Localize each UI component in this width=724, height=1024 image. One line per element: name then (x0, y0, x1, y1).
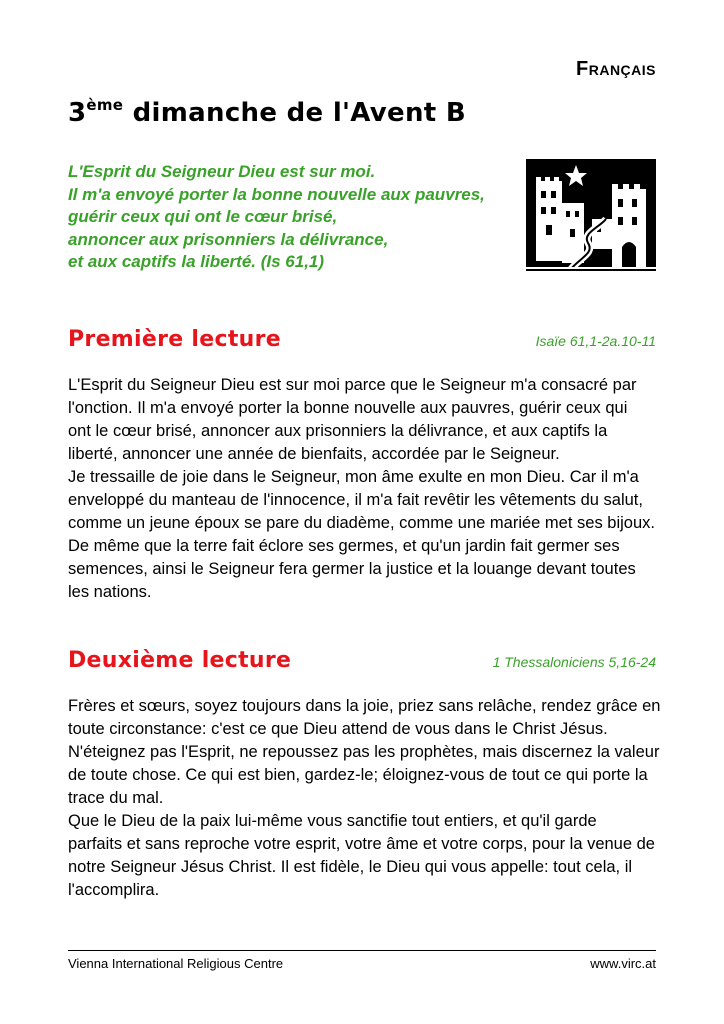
first-reading-reference: Isaïe 61,1-2a.10-11 (535, 333, 656, 349)
first-reading-header (68, 327, 656, 357)
quote-line: L'Esprit du Seigneur Dieu est sur moi. (68, 162, 376, 181)
footer-website-link[interactable]: www.virc.at (590, 956, 656, 971)
text-line: parfaits et sans reproche votre esprit, votre âme et votre corps, pour la venue de (68, 835, 655, 853)
city-night-star-icon (526, 159, 656, 277)
quote-line: et aux captifs la liberté. (Is 61,1) (68, 252, 325, 271)
text-line: Frères et sœurs, soyez toujours dans la joie, priez sans relâche, rendez grâce en (68, 697, 661, 715)
second-reading-title: Deuxième lecture (68, 648, 292, 673)
text-line: liberté, annoncer une année de bienfaits, accordée par le Seigneur. (68, 445, 560, 463)
quote-line: Il m'a envoyé porter la bonne nouvelle aux pauvres, (68, 184, 485, 204)
text-line: L'Esprit du Seigneur Dieu est sur moi parce que le Seigneur m'a consacré par (68, 376, 637, 394)
text-line: toute circonstance: c'est ce que Dieu attend de vous dans le Christ Jésus. (68, 720, 608, 738)
first-reading-text (68, 374, 660, 604)
language-label: Français (576, 58, 656, 80)
first-reading-title: Première lecture (68, 327, 281, 352)
text-line: Je tressaille de joie dans le Seigneur, mon âme exulte en mon Dieu. Car il m'a (68, 468, 639, 486)
text-line: l'onction. Il m'a envoyé porter la bonne nouvelle aux pauvres, guérir ceux qui (68, 399, 628, 417)
quote-line: annoncer aux prisonniers la délivrance, (68, 229, 389, 249)
text-line: de toute chose. Ce qui est bien, gardez-le; éloignez-vous de tout ce qui porte la (68, 766, 648, 784)
title-number: 3 (68, 98, 87, 128)
second-reading-text (68, 695, 660, 902)
title-ordinal-suffix: ème (86, 96, 124, 114)
text-line: N'éteignez pas l'Esprit, ne repoussez pas les prophètes, mais discernez la valeur (68, 743, 660, 761)
footer-organization: Vienna International Religious Centre (68, 956, 284, 971)
epigraph-quote (68, 161, 508, 274)
text-line: l'accomplira. (68, 881, 160, 899)
text-line: enveloppé du manteau de l'innocence, il m'a fait revêtir les vêtements du salut, (68, 491, 643, 509)
page-title (68, 96, 466, 128)
text-line: notre Seigneur Jésus Christ. Il est fidèle, le Dieu qui vous appelle: tout cela, il (68, 858, 633, 876)
text-line: trace du mal. (68, 789, 164, 807)
text-line: Que le Dieu de la paix lui-même vous sanctifie tout entiers, et qu'il garde (68, 812, 597, 830)
title-text: dimanche de l'Avent B (123, 98, 466, 128)
second-reading-header (68, 648, 656, 678)
second-reading-reference: 1 Thessaloniciens 5,16-24 (492, 654, 656, 670)
text-line: ont le cœur brisé, annoncer aux prisonniers la délivrance, et aux captifs la (68, 422, 608, 440)
text-line: les nations. (68, 583, 152, 601)
text-line: De même que la terre fait éclore ses germes, et qu'un jardin fait germer ses (68, 537, 620, 555)
text-line: comme un jeune époux se pare du diadème, comme une mariée met ses bijoux. (68, 514, 655, 532)
quote-line: guérir ceux qui ont le cœur brisé, (68, 207, 338, 226)
footer-divider (68, 950, 656, 951)
text-line: semences, ainsi le Seigneur fera germer la justice et la louange devant toutes (68, 560, 636, 578)
